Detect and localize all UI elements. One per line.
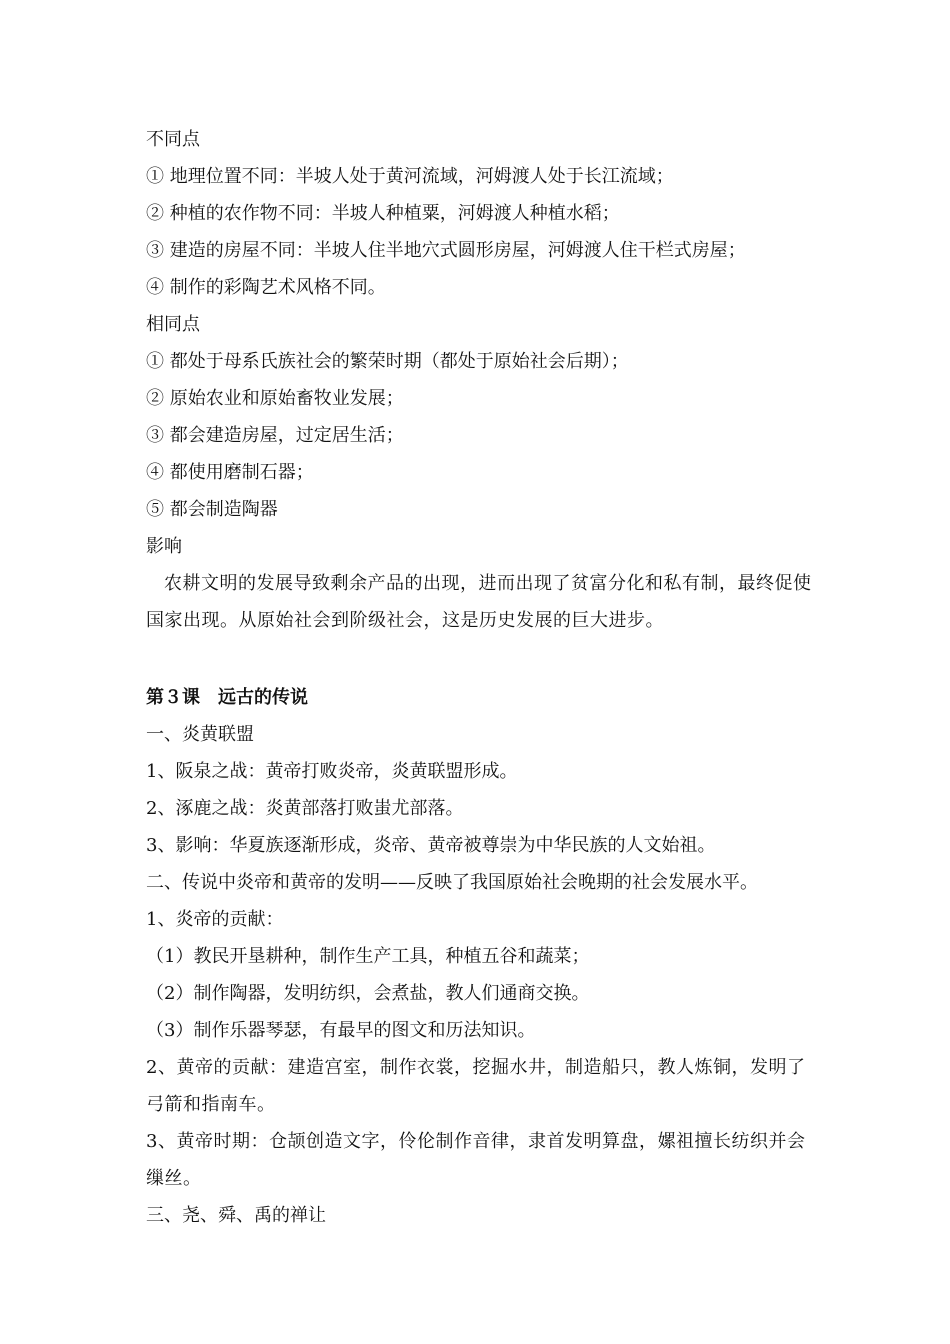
similarity-item: ⑤ 都会制造陶器 (146, 499, 278, 520)
differences-heading: 不同点 (146, 129, 200, 150)
list-item: 2、涿鹿之战：炎黄部落打败蚩尤部落。 (146, 798, 464, 819)
list-item: （2）制作陶器，发明纺织，会煮盐，教人们通商交换。 (146, 983, 590, 1004)
list-item: 1、阪泉之战：黄帝打败炎帝，炎黄联盟形成。 (146, 761, 518, 782)
difference-item: ③ 建造的房屋不同：半坡人住半地穴式圆形房屋，河姆渡人住干栏式房屋； (146, 240, 746, 261)
similarity-item: ③ 都会建造房屋，过定居生活； (146, 425, 404, 446)
list-item: 3、影响：华夏族逐渐形成，炎帝、黄帝被尊崇为中华民族的人文始祖。 (146, 835, 716, 856)
section-heading: 二、传说中炎帝和黄帝的发明——反映了我国原始社会晚期的社会发展水平。 (146, 872, 758, 893)
section-spacer (146, 639, 816, 679)
document-page (146, 121, 816, 1234)
impact-heading: 影响 (146, 536, 182, 557)
similarity-item: ② 原始农业和原始畜牧业发展； (146, 388, 404, 409)
list-item: 2、黄帝的贡献：建造宫室，制作衣裳，挖掘水井，制造船只，教人炼铜，发明了弓箭和指南车。 (146, 1057, 806, 1115)
similarities-heading: 相同点 (146, 314, 200, 335)
section-heading: 三、尧、舜、禹的禅让 (146, 1205, 326, 1226)
similarity-item: ④ 都使用磨制石器； (146, 462, 314, 483)
difference-item: ① 地理位置不同：半坡人处于黄河流域，河姆渡人处于长江流域； (146, 166, 674, 187)
subsection-heading: 1、炎帝的贡献： (146, 909, 284, 930)
impact-paragraph: 农耕文明的发展导致剩余产品的出现，进而出现了贫富分化和私有制，最终促使国家出现。从原始社会到阶级社会，这是历史发展的巨大进步。 (146, 573, 812, 631)
difference-item: ④ 制作的彩陶艺术风格不同。 (146, 277, 386, 298)
list-item: （3）制作乐器琴瑟，有最早的图文和历法知识。 (146, 1020, 536, 1041)
list-item: （1）教民开垦耕种，制作生产工具，种植五谷和蔬菜； (146, 946, 590, 967)
lesson-title: 第３课 远古的传说 (146, 687, 308, 708)
difference-item: ② 种植的农作物不同：半坡人种植粟，河姆渡人种植水稻； (146, 203, 620, 224)
similarity-item: ① 都处于母系氏族社会的繁荣时期（都处于原始社会后期）； (146, 351, 629, 372)
section-heading: 一、炎黄联盟 (146, 724, 254, 745)
list-item: 3、黄帝时期：仓颉创造文字，伶伦制作音律，隶首发明算盘，嫘祖擅长纺织并会缫丝。 (146, 1131, 806, 1189)
